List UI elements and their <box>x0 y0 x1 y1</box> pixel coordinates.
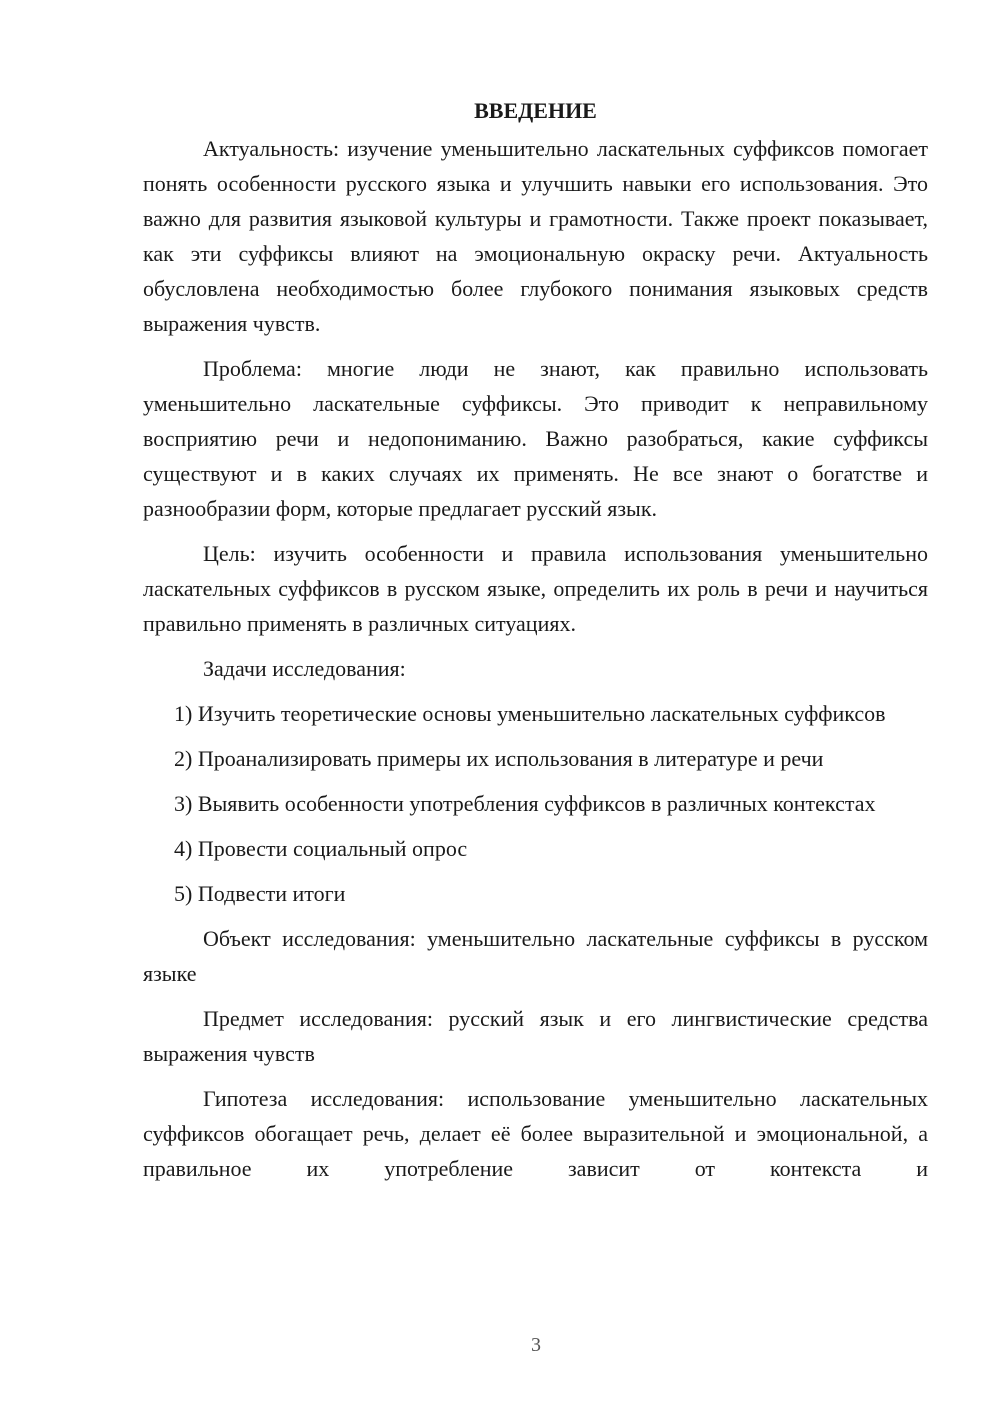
task-item-4: 4) Провести социальный опрос <box>174 836 468 861</box>
task-item-3: 3) Выявить особенности употребления суффиксов в различных контекстах <box>174 791 876 816</box>
paragraph-object: Объект исследования: уменьшительно ласкательные суффиксы в русском языке <box>143 926 928 986</box>
section-heading: ВВЕДЕНИЕ <box>474 98 597 123</box>
paragraph-goal: Цель: изучить особенности и правила использования уменьшительно ласкательных суффиксов в русском языке, определить их роль в речи и научиться правильно применять в различных ситуациях. <box>143 541 928 636</box>
paragraph-subject: Предмет исследования: русский язык и его лингвистические средства выражения чувств <box>143 1006 928 1066</box>
task-item-1: 1) Изучить теоретические основы уменьшительно ласкательных суффиксов <box>174 701 886 726</box>
paragraph-tasks-title: Задачи исследования: <box>203 656 406 681</box>
paragraph-hypothesis: Гипотеза исследования: использование уменьшительно ласкательных суффиксов обогащает речь, делает её более выразительной и эмоциональной, а правильное их употребление зависит от контекста и <box>143 1086 928 1181</box>
task-item-2: 2) Проанализировать примеры их использования в литературе и речи <box>174 746 824 771</box>
paragraph-problem: Проблема: многие люди не знают, как правильно использовать уменьшительно ласкательные суффиксы. Это приводит к неправильному восприятию речи и недопониманию. Важно разобраться, какие суффиксы существуют и в каких случаях их применять. Не все знают о богатстве и разнообразии форм, которые предлагает русский язык. <box>143 356 928 521</box>
paragraph-relevance: Актуальность: изучение уменьшительно ласкательных суффиксов помогает понять особенности русского языка и улучшить навыки его использования. Это важно для развития языковой культуры и грамотности. Также проект показывает, как эти суффиксы влияют на эмоциональную окраску речи. Актуальность обусловлена необходимостью более глубокого понимания языковых средств выражения чувств. <box>143 136 928 336</box>
page-number: 3 <box>531 1334 541 1356</box>
task-item-5: 5) Подвести итоги <box>174 881 346 906</box>
page-content <box>143 95 928 1196</box>
